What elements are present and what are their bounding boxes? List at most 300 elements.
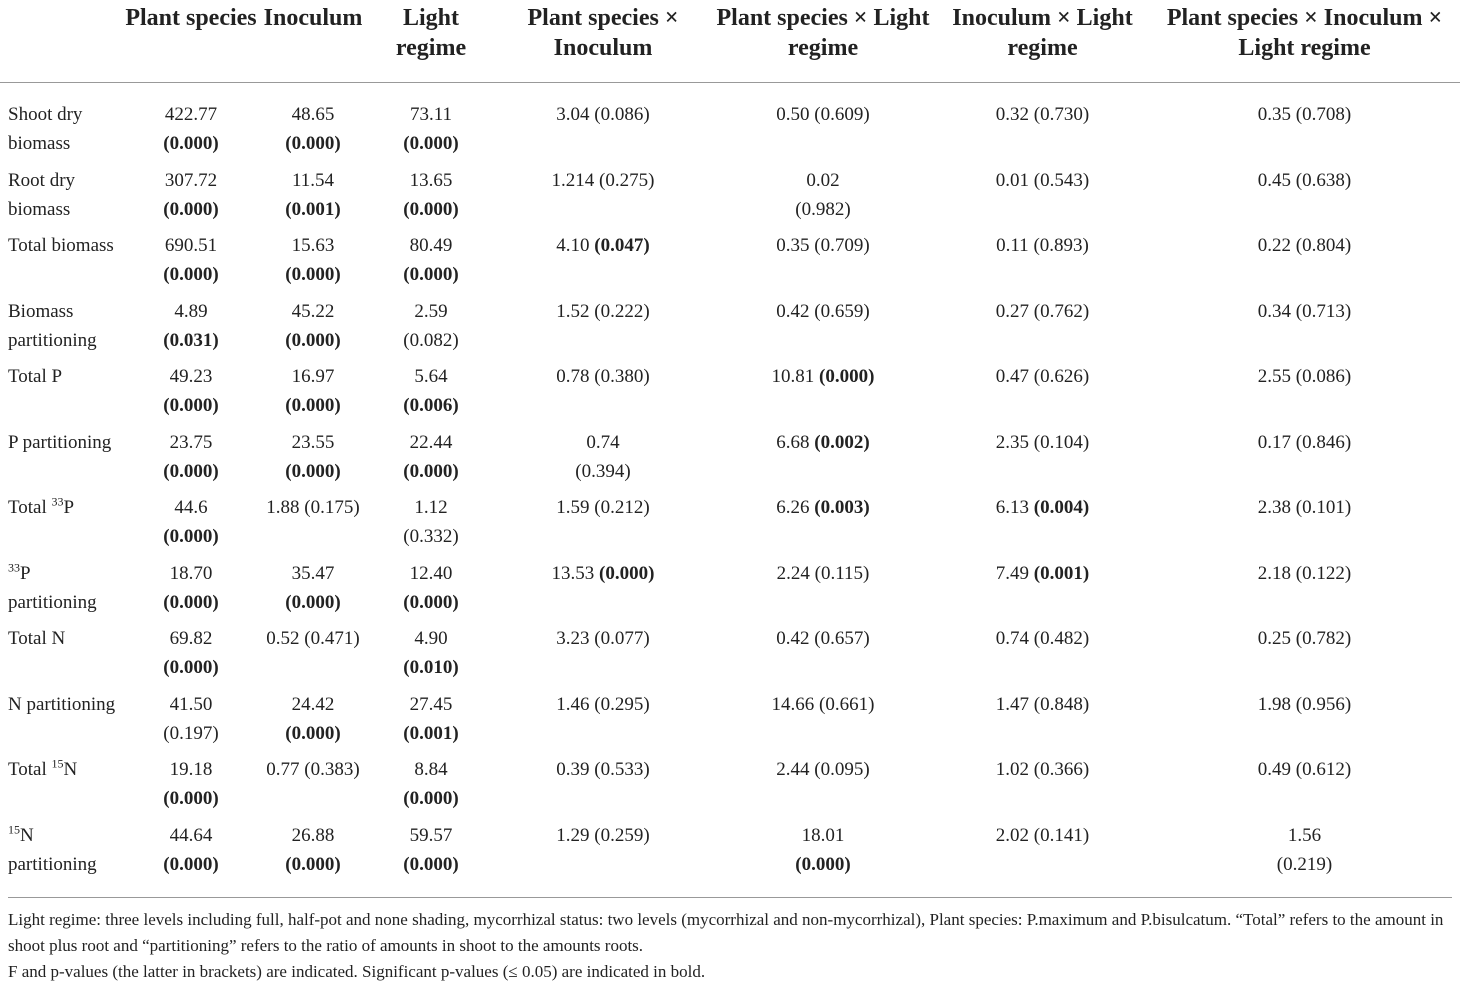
note-1: Light regime: three levels including full, half-pot and none shading, mycorrhizal status: two levels (mycorrhizal and non-mycorrhizal), Plant species: P.maximum and P.bisulcatum. “Total” refers to the amount in shoot plus root and “partitioning” refers to the ratio of amounts in shoot to the amounts roots.	[8, 910, 1444, 955]
row-label-text: N partitioning	[8, 693, 116, 715]
value-cell	[366, 821, 496, 887]
value-cell	[710, 362, 936, 428]
f-value: 12.40	[409, 562, 453, 584]
f-value: 1.88	[266, 497, 300, 518]
f-value: 2.38	[1257, 497, 1292, 518]
p-value: (0.010)	[403, 657, 459, 678]
value-cell	[936, 166, 1149, 232]
p-value: (0.000)	[163, 526, 219, 547]
f-value: 1.98	[1257, 693, 1292, 715]
p-value: (0.394)	[575, 460, 631, 482]
f-value: 0.49	[1257, 759, 1292, 780]
p-value: (0.380)	[594, 366, 650, 387]
p-value: (0.212)	[594, 497, 650, 518]
value-cell	[122, 493, 260, 559]
row-label-text: Biomass partitioning	[8, 300, 97, 351]
p-value: (0.659)	[814, 300, 870, 322]
value-cell	[710, 428, 936, 494]
f-value: 3.04	[556, 104, 590, 125]
value-cell	[936, 297, 1149, 363]
f-value: 59.57	[409, 824, 453, 846]
value-cell	[122, 231, 260, 297]
f-value: 0.42	[776, 300, 810, 322]
table-row	[0, 624, 1460, 690]
value-cell	[260, 428, 366, 494]
p-value: (0.000)	[163, 788, 219, 809]
p-value: (0.000)	[795, 853, 851, 875]
f-value: 690.51	[164, 235, 218, 256]
table-row	[0, 83, 1460, 166]
f-value: 49.23	[169, 366, 213, 387]
f-value: 1.56	[1287, 824, 1322, 846]
value-cell	[260, 297, 366, 363]
value-cell	[710, 493, 936, 559]
value-cell	[496, 755, 710, 821]
value-cell	[710, 231, 936, 297]
value-cell	[122, 297, 260, 363]
p-value: (0.804)	[1295, 235, 1352, 256]
f-value: 24.42	[291, 693, 335, 715]
p-value: (0.000)	[403, 198, 459, 220]
value-cell	[496, 231, 710, 297]
row-label	[0, 690, 122, 756]
table-row	[0, 821, 1460, 887]
f-value: 2.55	[1257, 366, 1292, 387]
f-value: 0.78	[556, 366, 590, 387]
p-value: (0.000)	[163, 133, 219, 154]
p-value: (0.122)	[1295, 562, 1352, 584]
p-value: (0.000)	[403, 133, 459, 154]
value-cell	[366, 428, 496, 494]
p-value: (0.101)	[1295, 497, 1352, 518]
row-label	[0, 821, 122, 887]
f-value: 16.97	[291, 366, 335, 387]
p-value: (0.006)	[403, 395, 459, 416]
p-value: (0.383)	[304, 759, 360, 780]
value-cell	[122, 755, 260, 821]
row-label-text: N	[63, 759, 78, 780]
value-cell	[1149, 166, 1460, 232]
f-value: 1.29	[556, 824, 590, 846]
row-label-text: P partitioning	[8, 562, 97, 613]
p-value: (0.982)	[795, 198, 851, 220]
value-cell	[710, 755, 936, 821]
f-value: 0.17	[1257, 431, 1292, 453]
row-label	[0, 493, 122, 559]
p-value: (0.000)	[403, 591, 459, 613]
column-header-c5: Plant species × Light regime	[716, 5, 930, 61]
p-value: (0.115)	[814, 562, 870, 584]
f-value: 0.25	[1257, 628, 1292, 649]
value-cell	[122, 690, 260, 756]
f-value: 0.34	[1257, 300, 1292, 322]
f-value: 0.39	[556, 759, 590, 780]
f-value: 44.64	[169, 824, 213, 846]
value-cell	[936, 231, 1149, 297]
p-value: (0.000)	[285, 722, 341, 744]
p-value: (0.000)	[163, 264, 219, 285]
f-value: 1.12	[414, 497, 448, 518]
p-value: (0.175)	[304, 497, 360, 518]
value-cell	[710, 83, 936, 166]
p-value: (0.000)	[403, 788, 459, 809]
value-cell	[366, 493, 496, 559]
f-value: 23.55	[291, 431, 335, 453]
value-cell	[122, 166, 260, 232]
f-value: 2.35	[995, 431, 1030, 453]
p-value: (0.002)	[814, 431, 870, 453]
p-value: (0.000)	[403, 853, 459, 875]
table-header	[0, 0, 1460, 83]
f-value: 4.90	[414, 628, 448, 649]
row-label-isotope: 33	[8, 560, 20, 575]
f-value: 1.46	[556, 693, 590, 715]
p-value: (0.709)	[814, 235, 870, 256]
value-cell	[496, 821, 710, 887]
p-value: (0.848)	[1033, 693, 1090, 715]
f-value: 18.01	[801, 824, 845, 846]
value-cell	[496, 362, 710, 428]
f-value: 0.02	[806, 169, 840, 191]
f-value: 0.22	[1257, 235, 1292, 256]
f-value: 0.74	[586, 431, 620, 453]
p-value: (0.000)	[163, 657, 219, 678]
p-value: (0.661)	[819, 693, 875, 715]
f-value: 2.02	[995, 824, 1030, 846]
p-value: (0.000)	[163, 395, 219, 416]
value-cell	[936, 821, 1149, 887]
f-value: 0.45	[1257, 169, 1292, 191]
value-cell	[936, 493, 1149, 559]
row-label-prefix: Total	[8, 497, 52, 518]
f-value: 2.44	[776, 759, 810, 780]
f-value: 0.42	[776, 628, 810, 649]
row-label	[0, 166, 122, 232]
value-cell	[122, 428, 260, 494]
f-value: 41.50	[169, 693, 213, 715]
value-cell	[260, 231, 366, 297]
value-cell	[936, 83, 1149, 166]
p-value: (0.332)	[403, 526, 459, 547]
value-cell	[260, 559, 366, 625]
f-value: 2.59	[414, 300, 448, 322]
p-value: (0.000)	[163, 591, 219, 613]
f-value: 6.68	[776, 431, 810, 453]
p-value: (0.730)	[1033, 104, 1090, 125]
value-cell	[260, 690, 366, 756]
f-value: 1.02	[995, 759, 1030, 780]
p-value: (0.141)	[1033, 824, 1090, 846]
p-value: (0.762)	[1033, 300, 1090, 322]
value-cell	[122, 83, 260, 166]
f-value: 26.88	[291, 824, 335, 846]
row-label	[0, 83, 122, 166]
row-label-isotope: 15	[8, 822, 20, 837]
value-cell	[710, 559, 936, 625]
value-cell	[122, 362, 260, 428]
column-header-c1: Plant species	[125, 5, 257, 31]
value-cell	[1149, 428, 1460, 494]
p-value: (0.000)	[285, 460, 341, 482]
value-cell	[366, 559, 496, 625]
f-value: 8.84	[414, 759, 448, 780]
row-label	[0, 297, 122, 363]
f-value: 10.81	[771, 366, 815, 387]
f-value: 73.11	[409, 104, 453, 125]
f-value: 45.22	[291, 300, 335, 322]
header-row	[0, 0, 1460, 83]
row-label-prefix: Total	[8, 759, 52, 780]
value-cell	[260, 624, 366, 690]
f-value: 2.24	[776, 562, 810, 584]
value-cell	[496, 297, 710, 363]
row-label-text: Total biomass	[8, 235, 114, 256]
p-value: (0.543)	[1033, 169, 1090, 191]
row-label-text: Total P	[8, 366, 63, 387]
value-cell	[936, 624, 1149, 690]
value-cell	[260, 821, 366, 887]
value-cell	[260, 493, 366, 559]
f-value: 0.27	[995, 300, 1030, 322]
f-value: 0.35	[776, 235, 810, 256]
f-value: 15.63	[291, 235, 335, 256]
table-row	[0, 297, 1460, 363]
value-cell	[496, 624, 710, 690]
value-cell	[366, 690, 496, 756]
p-value: (0.001)	[403, 722, 459, 744]
p-value: (0.000)	[285, 853, 341, 875]
p-value: (0.000)	[285, 395, 341, 416]
p-value: (0.082)	[403, 329, 459, 351]
value-cell	[366, 755, 496, 821]
f-value: 0.47	[995, 366, 1030, 387]
p-value: (0.657)	[814, 628, 870, 649]
p-value: (0.001)	[285, 198, 341, 220]
value-cell	[710, 821, 936, 887]
value-cell	[122, 559, 260, 625]
value-cell	[1149, 821, 1460, 887]
value-cell	[496, 166, 710, 232]
p-value: (0.295)	[594, 693, 650, 715]
value-cell	[496, 559, 710, 625]
p-value: (0.638)	[1295, 169, 1352, 191]
value-cell	[122, 624, 260, 690]
value-cell	[366, 231, 496, 297]
f-value: 1.59	[556, 497, 590, 518]
value-cell	[366, 362, 496, 428]
f-value: 3.23	[556, 628, 590, 649]
row-label-text: P	[63, 497, 75, 518]
p-value: (0.708)	[1295, 104, 1352, 125]
value-cell	[496, 83, 710, 166]
value-cell	[496, 690, 710, 756]
f-value: 4.89	[174, 300, 208, 322]
value-cell	[1149, 231, 1460, 297]
value-cell	[1149, 559, 1460, 625]
table-row	[0, 559, 1460, 625]
value-cell	[936, 362, 1149, 428]
row-label	[0, 755, 122, 821]
p-value: (0.893)	[1033, 235, 1089, 256]
value-cell	[710, 690, 936, 756]
value-cell	[1149, 690, 1460, 756]
row-label-text: Total N	[8, 628, 66, 649]
f-value: 0.32	[995, 104, 1030, 125]
p-value: (0.000)	[163, 198, 219, 220]
f-value: 48.65	[291, 104, 335, 125]
p-value: (0.003)	[814, 497, 870, 518]
value-cell	[1149, 624, 1460, 690]
value-cell	[260, 166, 366, 232]
column-header-c4: Plant species × Inoculum	[527, 5, 679, 61]
f-value: 5.64	[414, 366, 448, 387]
row-label-text: Shoot dry biomass	[8, 104, 83, 154]
row-label	[0, 428, 122, 494]
row-label-isotope: 15	[51, 756, 64, 771]
value-cell	[366, 297, 496, 363]
f-value: 27.45	[409, 693, 453, 715]
row-label-text: Root dry biomass	[8, 169, 76, 220]
f-value: 1.47	[995, 693, 1030, 715]
f-value: 0.50	[776, 104, 810, 125]
p-value: (0.197)	[163, 722, 219, 744]
p-value: (0.626)	[1033, 366, 1090, 387]
p-value: (0.000)	[403, 264, 459, 285]
value-cell	[1149, 755, 1460, 821]
table-row	[0, 362, 1460, 428]
row-label	[0, 362, 122, 428]
column-header-c3: Light regime	[395, 5, 467, 61]
p-value: (0.000)	[285, 133, 341, 154]
value-cell	[710, 166, 936, 232]
f-value: 35.47	[291, 562, 335, 584]
f-value: 307.72	[164, 169, 218, 191]
table-row	[0, 428, 1460, 494]
f-value: 13.53	[551, 562, 595, 584]
value-cell	[1149, 83, 1460, 166]
note-2: F and p-values (the latter in brackets) are indicated. Significant p-values (≤ 0.05) are indicated in bold.	[8, 962, 706, 981]
table-row	[0, 231, 1460, 297]
f-value: 0.11	[996, 235, 1029, 256]
row-label	[0, 624, 122, 690]
value-cell	[1149, 362, 1460, 428]
value-cell	[710, 624, 936, 690]
p-value: (0.000)	[403, 460, 459, 482]
p-value: (0.000)	[285, 329, 341, 351]
p-value: (0.000)	[599, 562, 655, 584]
p-value: (0.104)	[1033, 431, 1090, 453]
p-value: (0.782)	[1295, 628, 1352, 649]
p-value: (0.047)	[594, 235, 650, 256]
p-value: (0.095)	[814, 759, 870, 780]
p-value: (0.259)	[594, 824, 650, 846]
f-value: 6.26	[776, 497, 810, 518]
p-value: (0.713)	[1295, 300, 1352, 322]
p-value: (0.031)	[163, 329, 219, 351]
value-cell	[260, 362, 366, 428]
p-value: (0.609)	[814, 104, 870, 125]
table-row	[0, 166, 1460, 232]
value-cell	[260, 83, 366, 166]
p-value: (0.222)	[594, 300, 650, 322]
f-value: 13.65	[409, 169, 453, 191]
p-value: (0.612)	[1295, 759, 1352, 780]
table-notes	[8, 907, 1456, 985]
column-header-c0	[0, 0, 122, 83]
value-cell	[260, 755, 366, 821]
value-cell	[710, 297, 936, 363]
p-value: (0.533)	[594, 759, 650, 780]
value-cell	[366, 166, 496, 232]
f-value: 2.18	[1257, 562, 1292, 584]
f-value: 11.54	[291, 169, 335, 191]
f-value: 44.6	[174, 497, 208, 518]
row-label-text: P partitioning	[8, 431, 112, 453]
row-label	[0, 559, 122, 625]
p-value: (0.000)	[285, 264, 341, 285]
f-value: 1.52	[556, 300, 590, 322]
value-cell	[936, 428, 1149, 494]
p-value: (0.846)	[1295, 431, 1352, 453]
p-value: (0.000)	[163, 853, 219, 875]
table-footer-rule	[8, 897, 1452, 898]
value-cell	[936, 559, 1149, 625]
f-value: 0.77	[266, 759, 300, 780]
f-value: 7.49	[995, 562, 1030, 584]
value-cell	[366, 83, 496, 166]
f-value: 6.13	[995, 497, 1030, 518]
p-value: (0.000)	[285, 591, 341, 613]
row-label	[0, 231, 122, 297]
p-value: (0.956)	[1295, 693, 1352, 715]
value-cell	[496, 493, 710, 559]
table-row	[0, 755, 1460, 821]
f-value: 0.52	[266, 628, 300, 649]
table-row	[0, 690, 1460, 756]
f-value: 0.01	[995, 169, 1030, 191]
f-value: 14.66	[771, 693, 815, 715]
f-value: 422.77	[164, 104, 218, 125]
p-value: (0.366)	[1033, 759, 1090, 780]
f-value: 18.70	[169, 562, 213, 584]
column-header-c6: Inoculum × Light regime	[952, 5, 1133, 61]
row-label-isotope: 33	[51, 494, 64, 509]
f-value: 80.49	[409, 235, 453, 256]
f-value: 19.18	[169, 759, 213, 780]
value-cell	[1149, 493, 1460, 559]
p-value: (0.001)	[1033, 562, 1090, 584]
p-value: (0.077)	[594, 628, 650, 649]
value-cell	[122, 821, 260, 887]
table-row	[0, 493, 1460, 559]
column-header-c7: Plant species × Inoculum × Light regime	[1166, 5, 1443, 61]
p-value: (0.275)	[599, 169, 655, 191]
table-body	[0, 83, 1460, 887]
p-value: (0.086)	[594, 104, 650, 125]
value-cell	[366, 624, 496, 690]
f-value: 0.35	[1257, 104, 1292, 125]
f-value: 69.82	[169, 628, 213, 649]
f-value: 4.10	[556, 235, 590, 256]
p-value: (0.219)	[1276, 853, 1333, 875]
value-cell	[936, 755, 1149, 821]
p-value: (0.086)	[1295, 366, 1352, 387]
value-cell	[1149, 297, 1460, 363]
p-value: (0.482)	[1033, 628, 1090, 649]
f-value: 0.74	[995, 628, 1030, 649]
row-label-text: N partitioning	[8, 824, 97, 875]
f-value: 1.214	[551, 169, 595, 191]
